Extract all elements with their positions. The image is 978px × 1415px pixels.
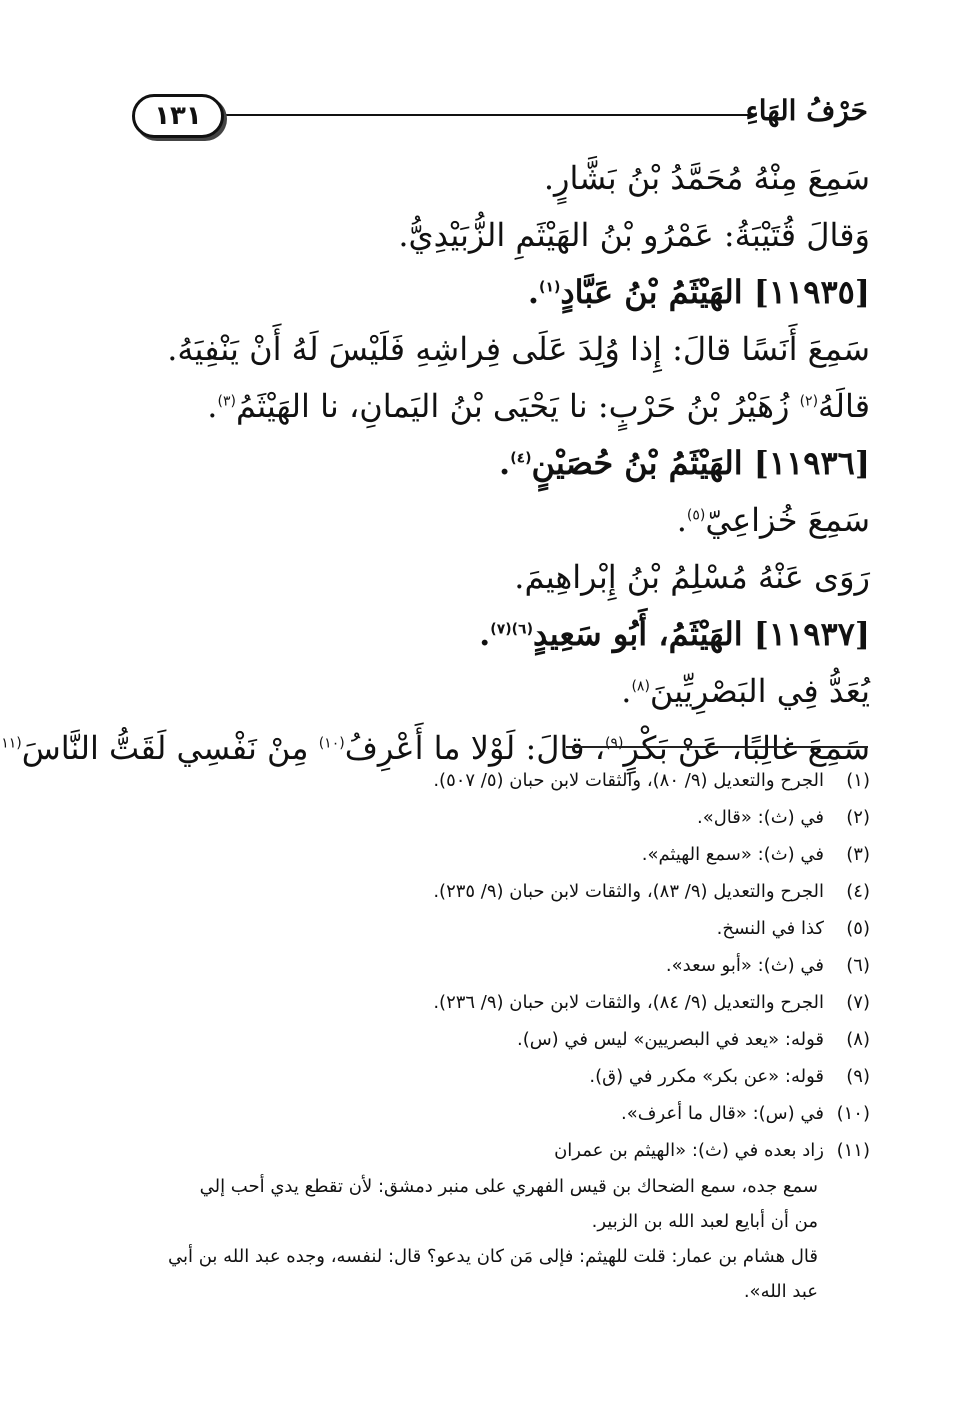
- entry-heading: [١١٩٣٥] الهَيْثَمُ بْنُ عَبَّادٍ$^{(١)}$.: [527, 273, 870, 311]
- footnote-continuation: سمع جده، سمع الضحاك بن قيس الفهري على منبر دمشق: لأن تقطع يدي أحب إلي: [199, 1176, 818, 1197]
- text-line: سَمِعَ غالِبًا، عَنْ بَكْرٍ$^{(٩)}$، قالَ: لَوْلا ما أَعْرِفُ$^{(١٠)}$ مِنْ نَفْسِي لَقَتُّ النَّاسَ$^{(١١}$: [128, 720, 870, 777]
- footnote: (٦)في (ث): «أبو سعد».: [110, 947, 870, 984]
- footnote: (٣)في (ث): «سمع الهيثم».: [110, 836, 870, 873]
- footnote-number: (٢): [846, 807, 870, 828]
- text-line: يُعَدُّ فِي البَصْرِيِّينَ$^{(٨)}$.: [621, 672, 870, 710]
- footnote: (٢)في (ث): «قال».: [110, 799, 870, 836]
- page-header: [118, 92, 868, 144]
- footnote-number: (٥): [846, 918, 870, 939]
- footnote-ref[interactable]: (٦)(٧): [490, 621, 533, 638]
- footnotes: [110, 762, 870, 1309]
- footnote-ref[interactable]: (١٠): [318, 735, 345, 752]
- footnote-number: (١): [846, 770, 870, 791]
- footnote-number: (٤): [846, 881, 870, 902]
- text-line: سَمِعَ خُزاعِيّ$^{(٥)}$.: [676, 501, 870, 539]
- footnote-ref[interactable]: (١١: [1, 735, 22, 752]
- text-line: رَوَى عَنْهُ مُسْلِمُ بْنُ إِبْراهِيمَ.: [514, 558, 870, 596]
- footnote-number: (٩): [846, 1066, 870, 1087]
- footnote-continuation: عبد الله».: [743, 1281, 818, 1302]
- text-line: سَمِعَ مِنْهُ مُحَمَّدُ بْنُ بَشَّارٍ.: [543, 159, 870, 197]
- entry-heading: [١١٩٣٦] الهَيْثَمُ بْنُ حُصَيْنٍ$^{(٤)}$.: [499, 444, 870, 482]
- header-rule: [208, 114, 750, 116]
- footnote-number: (٨): [846, 1029, 870, 1050]
- footnote: (٨)قوله: «يعد في البصريين» ليس في (س).: [110, 1021, 870, 1058]
- footnote: (٩)قوله: «عن بكر» مكرر في (ق).: [110, 1058, 870, 1095]
- footnote-number: (٣): [846, 844, 870, 865]
- text-line: سَمِعَ أَنَسًا قالَ: إِذا وُلِدَ عَلَى فِراشِهِ فَلَيْسَ لَهُ أَنْ يَنْفِيَهُ.: [167, 330, 870, 368]
- footnote-ref[interactable]: (٥): [686, 507, 706, 524]
- text-line: وَقالَ قُتَيْبَةُ: عَمْرُو بْنُ الهَيْثَمِ الزُّبَيْدِيُّ.: [398, 216, 870, 254]
- running-title: حَرْفُ الهَاءِ: [745, 94, 868, 127]
- main-text: [1, 150, 870, 777]
- footnote-ref[interactable]: (٢): [799, 393, 819, 410]
- footnote-ref[interactable]: (٩): [605, 735, 624, 752]
- footnote-number: (١٠): [836, 1103, 870, 1124]
- footnote-number: (٦): [846, 955, 870, 976]
- footnote-number: (٧): [846, 992, 870, 1013]
- page-number: ١٣١: [132, 94, 224, 138]
- footnote-ref[interactable]: (٨): [631, 678, 650, 695]
- footnote-ref[interactable]: (١): [538, 279, 561, 296]
- footnote: (٥)كذا في النسخ.: [110, 910, 870, 947]
- footnote: (٧)الجرح والتعديل (٩/ ٨٤)، والثقات لابن حبان (٩/ ٢٣٦).: [110, 984, 870, 1021]
- footnote-continuation: قال هشام بن عمار: قلت للهيثم: فإلى مَن كان يدعو؟ قال: لنفسه، وجده عبد الله بن أبي: [167, 1246, 818, 1267]
- footnote-ref[interactable]: (٤): [510, 450, 532, 467]
- footnote: (٤)الجرح والتعديل (٩/ ٨٣)، والثقات لابن حبان (٩/ ٢٣٥).: [110, 873, 870, 910]
- footnote: (١٠)في (س): «قال ما أعرف».: [110, 1095, 870, 1132]
- footnote-number: (١١): [836, 1140, 870, 1161]
- entry-heading: [١١٩٣٧] الهَيْثَمُ، أَبُو سَعِيدٍ$^{(٦)(٧)}$.: [479, 615, 870, 653]
- footnote-continuation: من أن أبايع لعبد الله بن الزبير.: [591, 1211, 818, 1232]
- footnote: (١١)زاد بعده في (ث): «الهيثم بن عمران: [110, 1132, 870, 1169]
- text-line: قالَهُ$^{(٢)}$ زُهَيْرُ بْنُ حَرْبٍ: نا يَحْيَى بْنُ اليَمانِ، نا الهَيْثَمُ$^{(٣)}$.: [207, 387, 870, 425]
- footnote-separator: [566, 746, 868, 748]
- footnote-ref[interactable]: (٣): [217, 393, 236, 410]
- footnote: (١)الجرح والتعديل (٩/ ٨٠)، والثقات لابن حبان (٥/ ٥٠٧).: [110, 762, 870, 799]
